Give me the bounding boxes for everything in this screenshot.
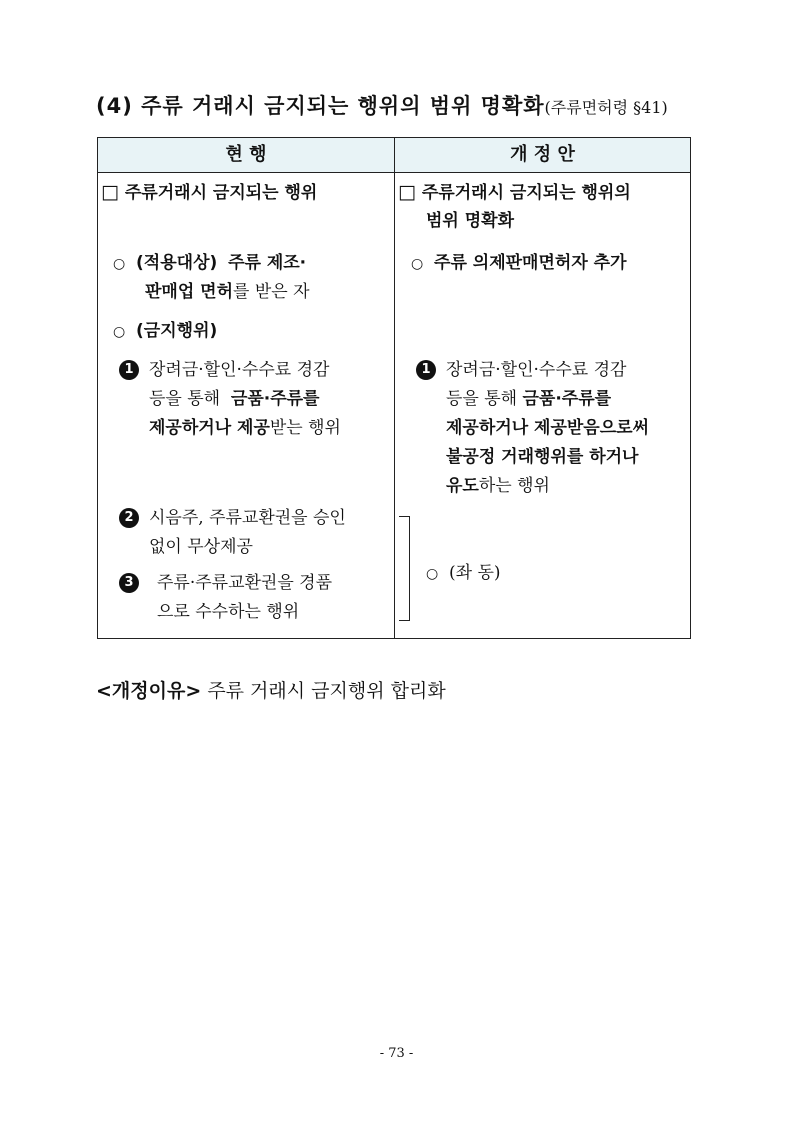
reason-text: 주류 거래시 금지행위 합리화 (207, 680, 446, 702)
section-heading (96, 90, 668, 120)
proposed-sub1-line4: 불공정 거래행위를 하거나 (446, 447, 639, 467)
current-sub3-line1: 주류·주류교환권을 경품 (157, 573, 333, 593)
proposed-same-as-left: ○ (좌 동) (426, 563, 501, 583)
proposed-section-title: □ 주류거래시 금지되는 행위의 (398, 181, 631, 203)
proposed-item1: ○ 주류 의제판매면허자 추가 (411, 253, 627, 273)
number-two-icon: 2 (119, 508, 139, 528)
current-sub2-line1: 시음주, 주류교환권을 승인 (149, 508, 346, 528)
header-proposed: 개 정 안 (510, 144, 575, 165)
current-item1-line2: 판매업 면허를 받은 자 (145, 282, 310, 302)
circle-bullet-icon: ○ (113, 324, 126, 340)
current-sub1-line1: 장려금·할인·수수료 경감 (149, 360, 330, 380)
column-divider (394, 138, 395, 638)
current-item2: ○ (금지행위) (113, 321, 218, 341)
current-sub1-line3: 제공하거나 제공받는 행위 (149, 418, 341, 438)
number-one-icon: 1 (119, 360, 139, 380)
proposed-sub1-line1: 장려금·할인·수수료 경감 (446, 360, 627, 380)
section-reference: (주류면허령 §41) (544, 98, 668, 117)
proposed-sub1-line3: 제공하거나 제공받음으로써 (446, 418, 649, 438)
circle-bullet-icon: ○ (426, 566, 439, 582)
amendment-reason (96, 676, 446, 703)
proposed-section-title-line2: 범위 명확화 (426, 211, 515, 231)
checkbox-square-icon: □ (398, 181, 416, 203)
checkbox-square-icon: □ (101, 181, 119, 203)
header-current: 현 행 (225, 144, 267, 165)
number-one-icon: 1 (416, 360, 436, 380)
section-title: (4) 주류 거래시 금지되는 행위의 범위 명확화 (96, 94, 545, 118)
circle-bullet-icon: ○ (411, 256, 424, 272)
current-sub3-line2: 으로 수수하는 행위 (157, 602, 300, 622)
proposed-sub1-line2: 등을 통해 금품·주류를 (446, 389, 612, 409)
proposed-sub1-line5: 유도하는 행위 (446, 476, 550, 496)
current-item1: ○ (적용대상) 주류 제조· (113, 253, 307, 273)
number-three-icon: 3 (119, 573, 139, 593)
current-section-title: □ 주류거래시 금지되는 행위 (101, 181, 318, 203)
current-sub2-line2: 없이 무상제공 (149, 537, 253, 557)
circle-bullet-icon: ○ (113, 256, 126, 272)
current-sub1-line2: 등을 통해 금품·주류를 (149, 389, 320, 409)
reason-label: <개정이유> (96, 680, 202, 702)
grouping-bracket (399, 516, 410, 621)
page-number: - 73 - (379, 1046, 414, 1061)
